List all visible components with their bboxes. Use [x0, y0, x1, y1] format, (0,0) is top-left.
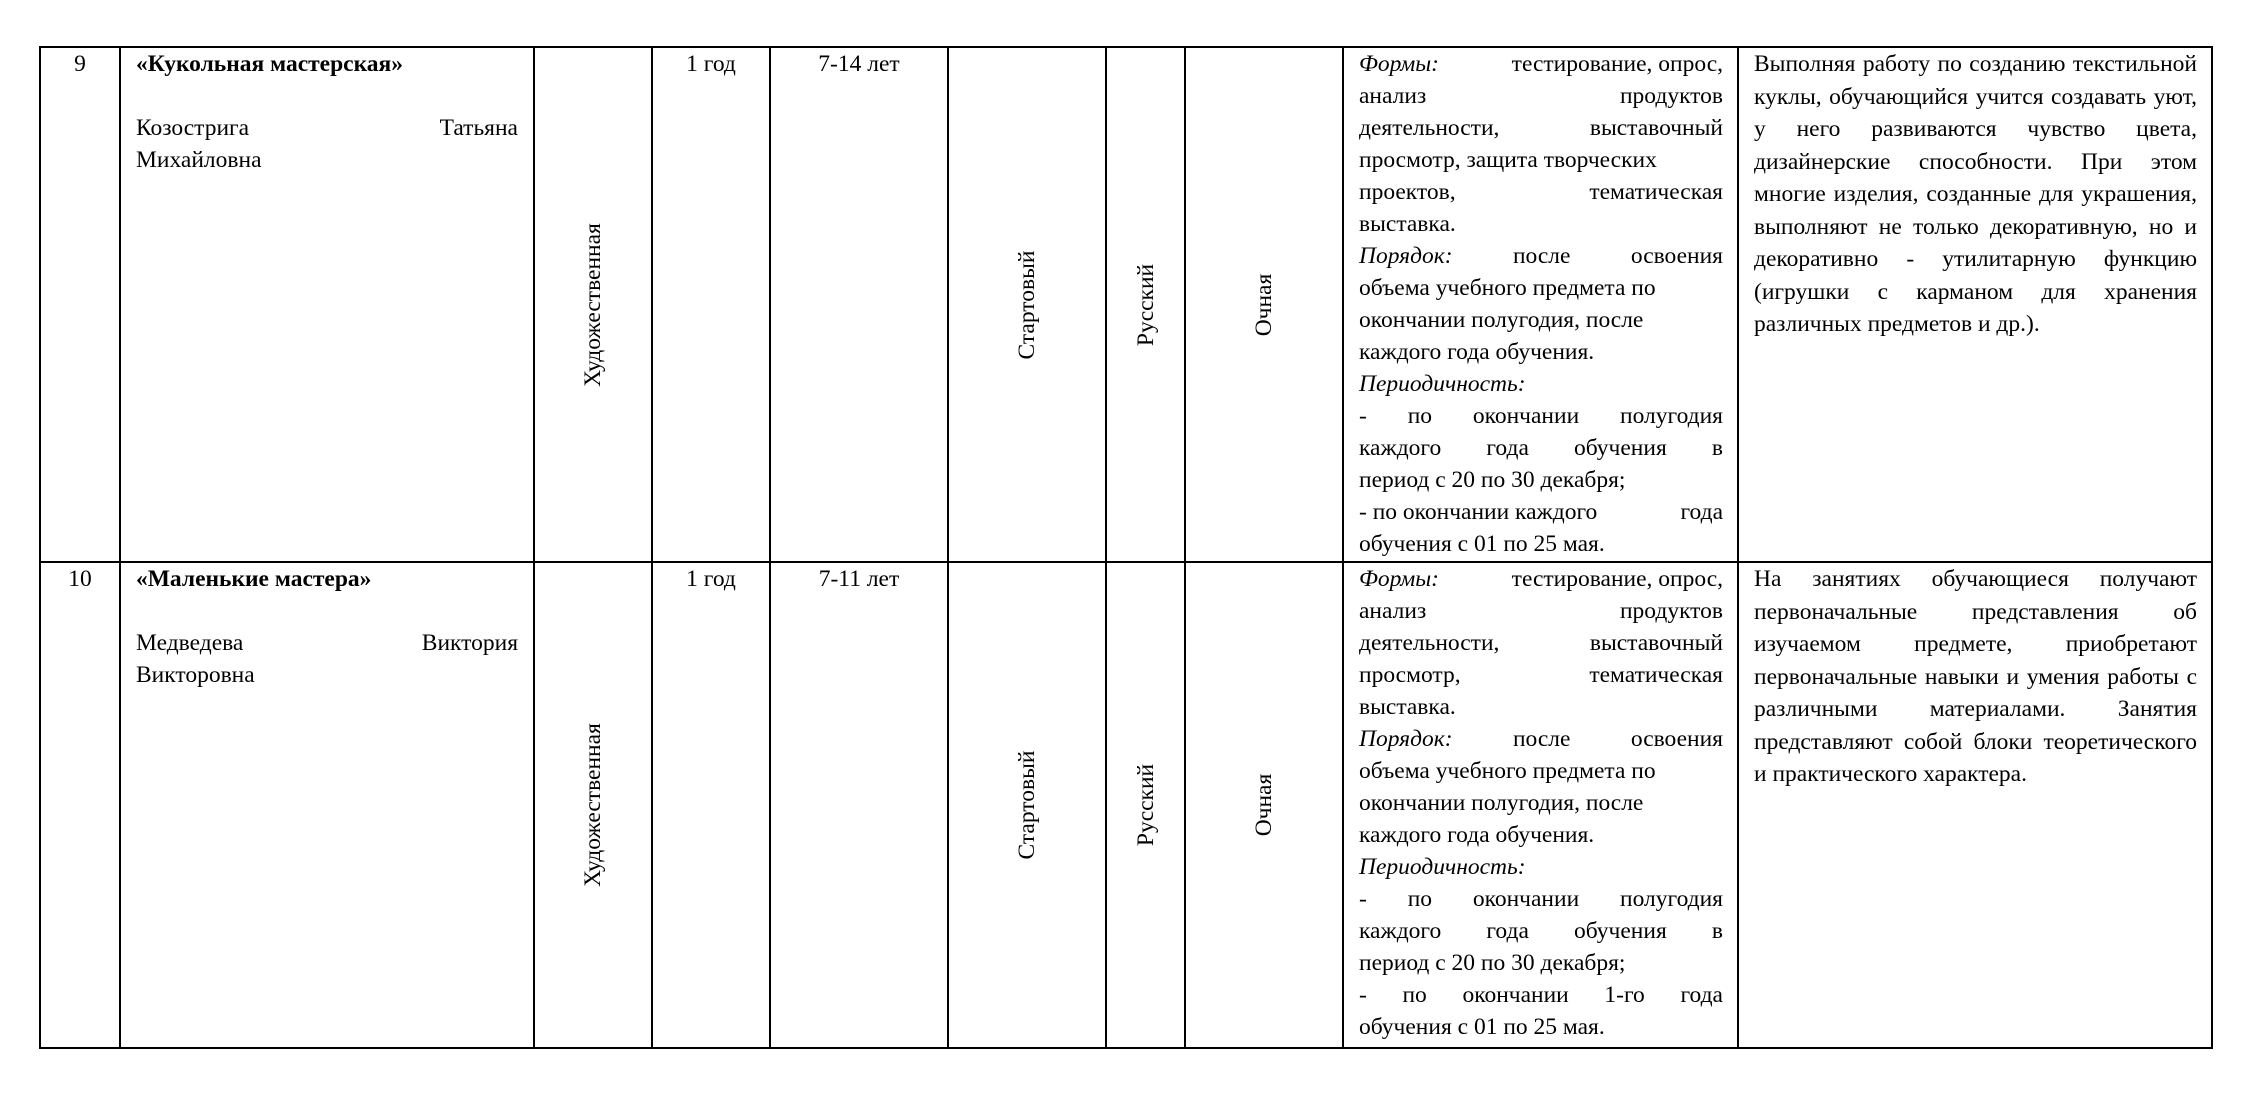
assessment-word: полугодия: [1620, 403, 1723, 429]
language-text: Русский: [1132, 763, 1159, 847]
assessment-word: деятельности,: [1359, 630, 1500, 656]
level-cell: [948, 562, 1106, 1048]
assessment-word: выставка.: [1359, 694, 1456, 720]
assessment-word: тематическая: [1589, 179, 1723, 205]
direction-cell: [534, 47, 652, 562]
assessment-word: в: [1711, 435, 1723, 461]
form-cell: [1185, 47, 1343, 562]
assessment-line: [1359, 464, 1723, 496]
assessment-line: [1359, 496, 1723, 528]
level-text: Стартовый: [1014, 750, 1040, 860]
assessment-line: [1359, 1011, 1723, 1043]
assessment-line: [1359, 272, 1723, 304]
assessment-word: обучения с 01 по 25 мая.: [1359, 531, 1605, 557]
assessment-line: [1359, 659, 1723, 691]
assessment-word: продуктов: [1619, 83, 1723, 109]
assessment-line: [1359, 528, 1723, 560]
assessment-line: [1359, 787, 1723, 819]
assessment-label: Формы:: [1359, 51, 1439, 77]
assessment-line: [1359, 240, 1723, 272]
assessment-line: [1359, 48, 1723, 80]
programs-table: [39, 46, 2213, 1049]
assessment-word: года: [1486, 435, 1529, 461]
assessment-line: [1359, 176, 1723, 208]
author-name-part: Татьяна: [439, 115, 518, 141]
assessment-word: года: [1680, 499, 1723, 525]
assessment-word: в: [1711, 918, 1723, 944]
table-row: [40, 47, 2212, 562]
assessment-word: - по окончании каждого: [1359, 499, 1598, 525]
assessment-word: по: [1407, 403, 1433, 429]
assessment-word: каждого: [1359, 435, 1442, 461]
assessment-word: просмотр, защита творческих: [1359, 147, 1657, 173]
assessment-word: обучения: [1573, 435, 1667, 461]
assessment-line: [1359, 883, 1723, 915]
level-cell: [948, 47, 1106, 562]
assessment-word: 1-го: [1604, 982, 1645, 1008]
language-cell: [1106, 562, 1185, 1048]
assessment-word: деятельности,: [1359, 115, 1500, 141]
duration-cell: 1 год: [652, 47, 770, 562]
assessment-line: [1359, 80, 1723, 112]
assessment-word: года: [1486, 918, 1529, 944]
assessment-word: окончании полугодия, после: [1359, 307, 1644, 333]
assessment-word: каждого года обучения.: [1359, 822, 1595, 848]
row-number: 10: [40, 562, 120, 1048]
level-text: Стартовый: [1014, 250, 1040, 359]
assessment-label: Порядок:: [1359, 243, 1453, 269]
assessment-line: [1359, 563, 1723, 595]
assessment-word: анализ: [1359, 598, 1427, 624]
assessment-word: выставка.: [1359, 211, 1456, 237]
assessment-word: освоения: [1630, 726, 1723, 752]
language-cell: [1106, 47, 1185, 562]
direction-text: Художественная: [580, 222, 606, 387]
assessment-word: тестирование, опрос,: [1511, 566, 1723, 592]
assessment-word: по: [1402, 982, 1427, 1008]
assessment-word: обучения: [1573, 918, 1667, 944]
assessment-word: проектов,: [1359, 179, 1456, 205]
author-name-part: Козострига: [136, 115, 250, 141]
assessment-word: каждого года обучения.: [1359, 339, 1595, 365]
assessment-word: освоения: [1630, 243, 1723, 269]
assessment-word: выставочный: [1589, 115, 1723, 141]
assessment-line: [1359, 112, 1723, 144]
form-text: Очная: [1251, 273, 1277, 336]
assessment-word: объема учебного предмета по: [1359, 758, 1656, 784]
row-number: 9: [40, 47, 120, 562]
assessment-word: -: [1359, 886, 1367, 912]
assessment-line: [1359, 400, 1723, 432]
program-title: «Маленькие мастера»: [136, 566, 372, 592]
direction-text: Художественная: [580, 723, 606, 887]
assessment-cell: [1343, 562, 1738, 1048]
assessment-word: просмотр,: [1359, 662, 1461, 688]
assessment-line: [1359, 595, 1723, 627]
author-patronymic: Михайловна: [136, 147, 262, 173]
assessment-label: Периодичность:: [1359, 854, 1526, 880]
assessment-word: окончании полугодия, после: [1359, 790, 1644, 816]
program-cell: [120, 562, 534, 1048]
assessment-line: [1359, 979, 1723, 1011]
table-row: [40, 562, 2212, 1048]
assessment-line: [1359, 755, 1723, 787]
assessment-line: [1359, 432, 1723, 464]
program-title: «Кукольная мастерская»: [136, 51, 404, 77]
assessment-word: после: [1512, 243, 1571, 269]
assessment-word: выставочный: [1589, 630, 1723, 656]
assessment-line: [1359, 304, 1723, 336]
assessment-word: продуктов: [1619, 598, 1723, 624]
assessment-word: анализ: [1359, 83, 1427, 109]
author-name-part: Виктория: [421, 630, 518, 656]
result-cell: [1738, 562, 2212, 1048]
form-cell: [1185, 562, 1343, 1048]
assessment-line: [1359, 723, 1723, 755]
assessment-word: тестирование, опрос,: [1511, 51, 1723, 77]
assessment-line: [1359, 144, 1723, 176]
assessment-label: Порядок:: [1359, 726, 1453, 752]
assessment-line: [1359, 208, 1723, 240]
program-cell: [120, 47, 534, 562]
assessment-line: [1359, 819, 1723, 851]
program-author: [136, 112, 518, 176]
assessment-word: каждого: [1359, 918, 1442, 944]
assessment-label: Формы:: [1359, 566, 1439, 592]
assessment-word: окончании: [1472, 403, 1580, 429]
author-patronymic: Викторовна: [136, 662, 255, 688]
assessment-word: обучения с 01 по 25 мая.: [1359, 1014, 1605, 1040]
assessment-word: окончании: [1472, 886, 1580, 912]
result-text: Выполняя работу по созданию текстильной куклы, обучающийся учится создавать уют, у него развиваются чувство цвета, дизайнерские способности. При этом многие изделия, созданные для украшения, выполняют не только декоративную, но и декоративно - утилитарную функцию (игрушки с карманом для хранения различных предметов и др.).: [1754, 51, 2197, 337]
assessment-word: тематическая: [1589, 662, 1723, 688]
assessment-word: -: [1359, 982, 1367, 1008]
assessment-line: [1359, 336, 1723, 368]
assessment-label: Периодичность:: [1359, 371, 1526, 397]
direction-cell: [534, 562, 652, 1048]
assessment-line: [1359, 915, 1723, 947]
assessment-word: период с 20 по 30 декабря;: [1359, 950, 1626, 976]
age-cell: 7-11 лет: [770, 562, 948, 1048]
duration-cell: 1 год: [652, 562, 770, 1048]
assessment-line: [1359, 947, 1723, 979]
age-cell: 7-14 лет: [770, 47, 948, 562]
assessment-cell: [1343, 47, 1738, 562]
result-cell: [1738, 47, 2212, 562]
assessment-word: года: [1680, 982, 1723, 1008]
assessment-line: [1359, 627, 1723, 659]
author-name-part: Медведева: [136, 630, 244, 656]
form-text: Очная: [1251, 773, 1277, 837]
assessment-word: объема учебного предмета по: [1359, 275, 1656, 301]
assessment-word: полугодия: [1620, 886, 1723, 912]
assessment-word: окончании: [1462, 982, 1569, 1008]
assessment-word: период с 20 по 30 декабря;: [1359, 467, 1626, 493]
assessment-word: по: [1407, 886, 1433, 912]
result-text: На занятиях обучающиеся получают первоначальные представления об изучаемом предмете, приобретают первоначальные навыки и умения работы с различными материалами. Занятия представляют собой блоки теоретического и практического характера.: [1754, 566, 2197, 787]
program-author: [136, 627, 518, 691]
language-text: Русский: [1132, 263, 1159, 346]
assessment-line: [1359, 691, 1723, 723]
assessment-word: после: [1512, 726, 1571, 752]
assessment-word: -: [1359, 403, 1367, 429]
